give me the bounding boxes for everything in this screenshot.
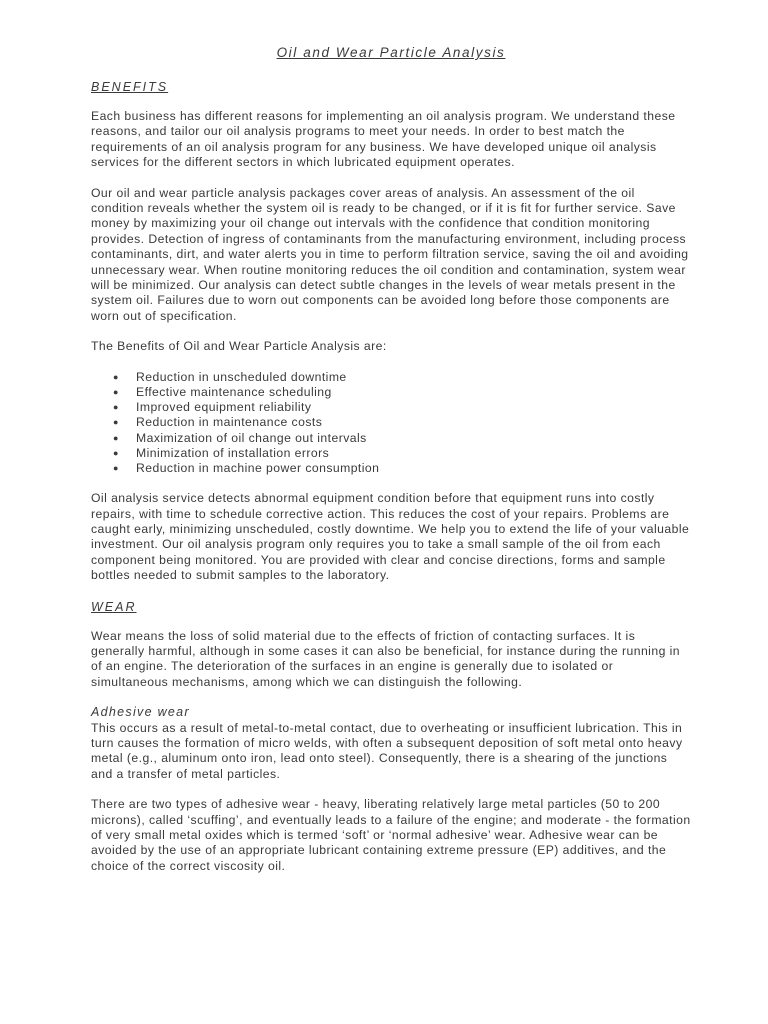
list-item [91, 385, 691, 400]
adhesive-wear-paragraph-1: This occurs as a result of metal-to-metal contact, due to overheating or insufficient lubrication. This in turn causes the formation of micro welds, with often a subsequent deposition of soft metal onto heavy metal (e.g., aluminum onto iron, lead onto steel). Consequently, there is a shearing of the junctions and a transfer of metal particles. [91, 720, 683, 781]
bullet-icon: ● [113, 462, 119, 473]
list-item-text: Effective maintenance scheduling [136, 384, 332, 399]
adhesive-wear-paragraph-2: There are two types of adhesive wear - heavy, liberating relatively large metal particles (50 to 200 microns), called ‘scuffing’, and eventually leads to a failure of the engine; and moderate - the formation of very small metal oxides which is termed ‘soft’ or ‘normal adhesive’ wear. Adhesive wear can be avoided by the use of an appropriate lubricant containing extreme pressure (EP) additives, and the choice of the correct viscosity oil. [91, 797, 691, 873]
benefits-paragraph-1: Each business has different reasons for implementing an oil analysis program. We understand these reasons, and tailor our oil analysis programs to meet your needs. In order to best match the requirements of an oil analysis program for any business. We have developed unique oil analysis services for the different sectors in which lubricated equipment operates. [91, 109, 676, 170]
list-item [91, 400, 691, 415]
list-item-text: Maximization of oil change out intervals [136, 430, 367, 445]
list-item-text: Minimization of installation errors [136, 445, 330, 460]
list-item [91, 370, 691, 385]
bullet-icon: ● [113, 402, 119, 413]
benefits-paragraph-2: Our oil and wear particle analysis packages cover areas of analysis. An assessment of the oil condition reveals whether the system oil is ready to be changed, or if it is fit for further service. Save money by maximizing your oil change out intervals with the confidence that condition monitoring provides. Detection of ingress of contaminants from the manufacturing environment, including process contaminants, dirt, and water alerts you in time to perform filtration service, saving the oil and avoiding unnecessary wear. When routine monitoring reduces the oil condition and contamination, system wear will be minimized. Our analysis can detect subtle changes in the levels of wear metals present in the system oil. Failures due to worn out components can be avoided long before those components are worn out of specification. [91, 185, 689, 323]
bullet-icon: ● [113, 417, 119, 428]
benefits-closing-paragraph: Oil analysis service detects abnormal equipment condition before that equipment runs into costly repairs, with time to schedule corrective action. This reduces the cost of your repairs. Problems are caught early, minimizing unscheduled, costly downtime. We help you to extend the life of your valuable investment. Our oil analysis program only requires you to take a small sample of the oil from each component being monitored. You are provided with clear and concise directions, forms and sample bottles needed to submit samples to the laboratory. [91, 491, 690, 583]
bullet-icon: ● [113, 432, 119, 443]
benefits-heading: BENEFITS [91, 80, 169, 94]
wear-heading: WEAR [91, 599, 137, 614]
adhesive-wear-subheading: Adhesive wear [91, 705, 190, 720]
list-item [91, 415, 691, 430]
list-item [91, 446, 691, 461]
bullet-icon: ● [113, 371, 119, 382]
bullet-icon: ● [113, 447, 119, 458]
list-item-text: Reduction in maintenance costs [136, 415, 323, 430]
list-item [91, 431, 691, 446]
document-title: Oil and Wear Particle Analysis [276, 45, 506, 60]
list-item-text: Reduction in machine power consumption [136, 460, 380, 475]
benefits-list-intro: The Benefits of Oil and Wear Particle Analysis are: [91, 339, 387, 354]
document-page [91, 44, 691, 889]
wear-intro-paragraph: Wear means the loss of solid material due to the effects of friction of contacting surfaces. It is generally harmful, although in some cases it can also be beneficial, for instance during the running in of an engine. The deterioration of the surfaces in an engine is generally due to isolated or simultaneous mechanisms, among which we can distinguish the following. [91, 628, 681, 689]
list-item [91, 461, 691, 476]
list-item-text: Improved equipment reliability [136, 400, 312, 415]
benefits-list [91, 370, 691, 476]
bullet-icon: ● [113, 386, 119, 397]
list-item-text: Reduction in unscheduled downtime [136, 369, 347, 384]
